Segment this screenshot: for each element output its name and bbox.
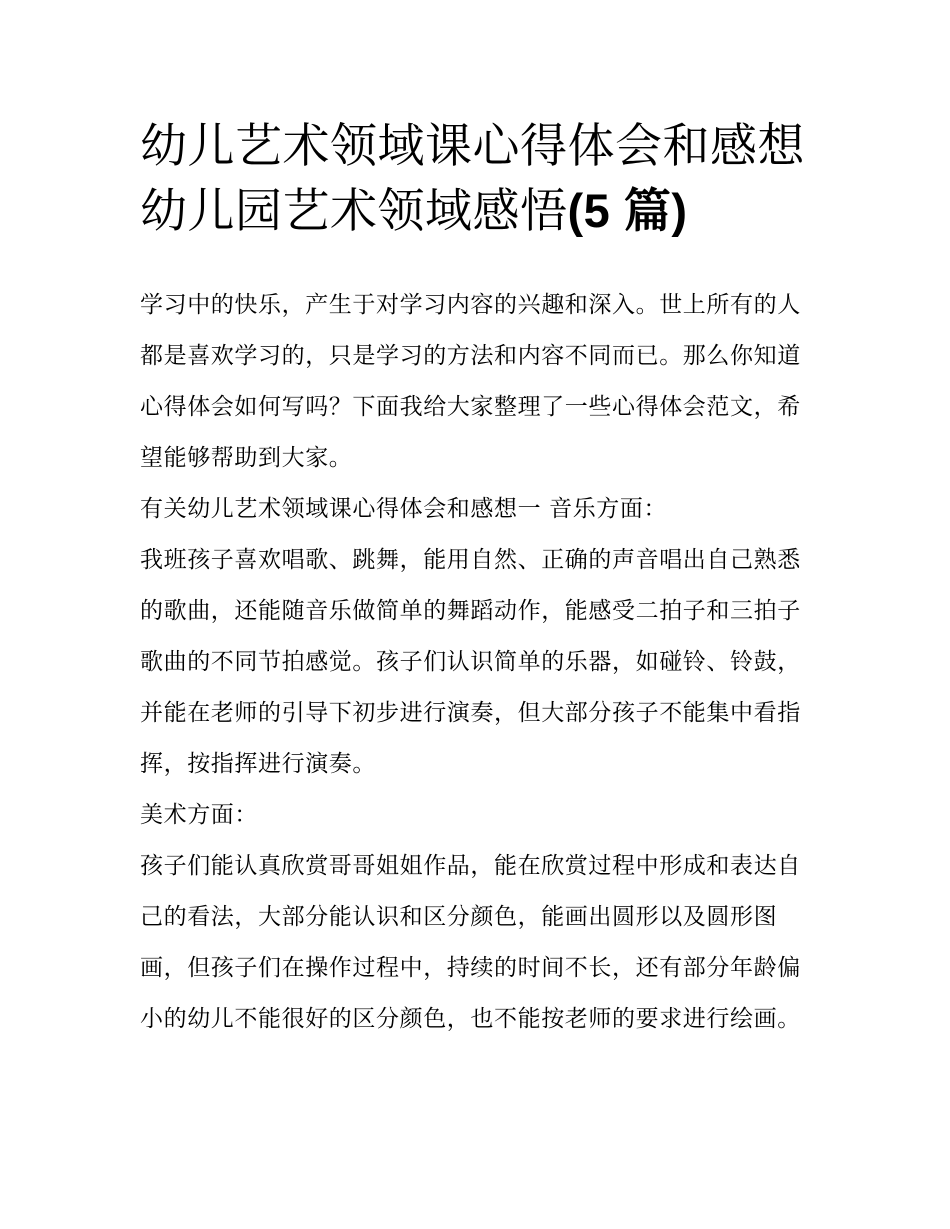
- intro-paragraph: 学习中的快乐，产生于对学习内容的兴趣和深入。世上所有的人都是喜欢学习的，只是学习的方法和内容不同而已。那么你知道心得体会如何写吗？下面我给大家整理了一些心得体会范文，希望能够帮助到大家。: [140, 292, 801, 471]
- music-paragraph: 我班孩子喜欢唱歌、跳舞，能用自然、正确的声音唱出自己熟悉的歌曲，还能随音乐做简单的舞蹈动作，能感受二拍子和三拍子歌曲的不同节拍感觉。孩子们认识简单的乐器，如碰铃、铃鼓，并能在老师的引导下初步进行演奏，但大部分孩子不能集中看指挥，按指挥进行演奏。: [140, 547, 801, 777]
- document-title: [140, 115, 820, 244]
- section-heading-music: 有关幼儿艺术领域课心得体会和感想一 音乐方面：: [140, 496, 668, 522]
- title-main-text: 幼儿艺术领域课心得体会和感想 幼儿园艺术领域感悟: [140, 119, 805, 239]
- section-heading-art: 美术方面：: [140, 802, 258, 828]
- art-paragraph: 孩子们能认真欣赏哥哥姐姐作品，能在欣赏过程中形成和表达自己的看法，大部分能认识和区分颜色，能画出圆形以及圆形图画，但孩子们在操作过程中，持续的时间不长，还有部分年龄偏小的幼儿不能很好的区分颜色，也不能按老师的要求进行绘画。: [140, 853, 801, 1032]
- title-count-text: (5 篇): [567, 184, 688, 237]
- document-body: [140, 280, 812, 1045]
